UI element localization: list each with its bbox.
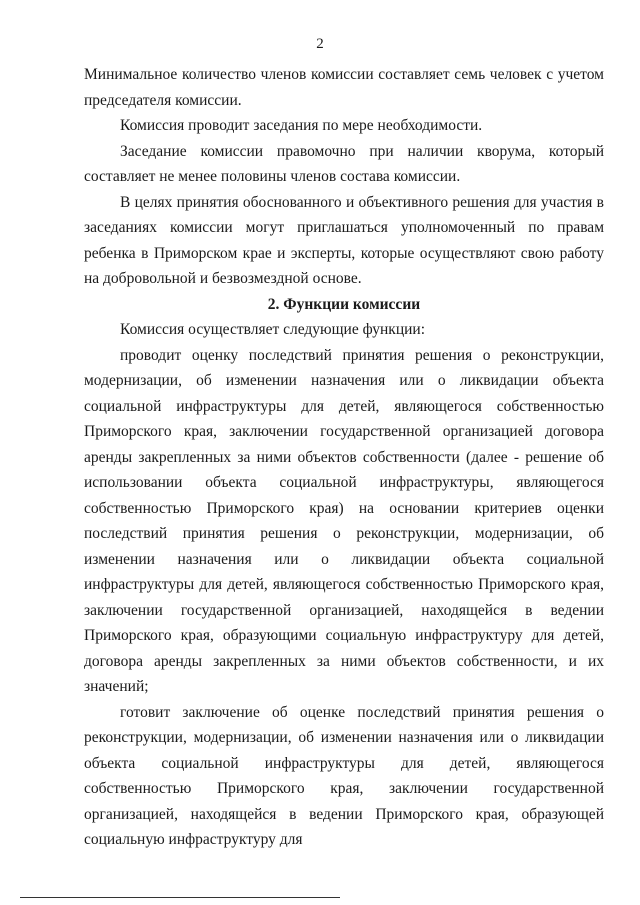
page-number: 2 bbox=[316, 36, 324, 52]
paragraph: Заседание комиссии правомочно при наличии кворума, который составляет не менее половины членов состава комиссии. bbox=[84, 142, 604, 185]
paragraph: Комиссия проводит заседания по мере необходимости. bbox=[120, 117, 483, 134]
footer-divider bbox=[20, 897, 340, 898]
paragraph: готовит заключение об оценке последствий принятия решения о реконструкции, модернизации, об изменении назначения или о ликвидации объекта социальной инфраструктуры для детей, являющегося собственностью Приморского края, заключении государственной организацией, находящейся в ведении Приморского края, образующей социальную инфраструктуру для bbox=[84, 703, 604, 848]
paragraph: Комиссия осуществляет следующие функции: bbox=[120, 321, 426, 338]
paragraph: проводит оценку последствий принятия решения о реконструкции, модернизации, об изменении назначения или о ликвидации объекта социальной инфраструктуры для детей, являющегося собственностью Приморского края, заключении государственной организацией договора аренды закрепленных за ними объектов собственности (далее - решение об использовании объекта социальной инфраструктуры, являющегося собственностью Приморского края) на основании критериев оценки последствий принятия решения о реконструкции, модернизации, об изменении назначения или о ликвидации объекта социальной инфраструктуры для детей, являющегося собственностью Приморского края, заключении государственной организацией, находящейся в ведении Приморского края, образующими социальную инфраструктуру для детей, договора аренды закрепленных за ними объектов собственности, и их значений; bbox=[84, 346, 604, 695]
document-body bbox=[84, 62, 604, 853]
paragraph: В целях принятия обоснованного и объективного решения для участия в заседаниях комиссии могут приглашаться уполномоченный по правам ребенка в Приморском крае и эксперты, которые осуществляют свою работу на добровольной и безвозмездной основе. bbox=[84, 193, 604, 287]
paragraph: Минимальное количество членов комиссии составляет семь человек с учетом председателя комиссии. bbox=[84, 66, 604, 109]
section-title: 2. Функции комиссии bbox=[267, 295, 421, 313]
